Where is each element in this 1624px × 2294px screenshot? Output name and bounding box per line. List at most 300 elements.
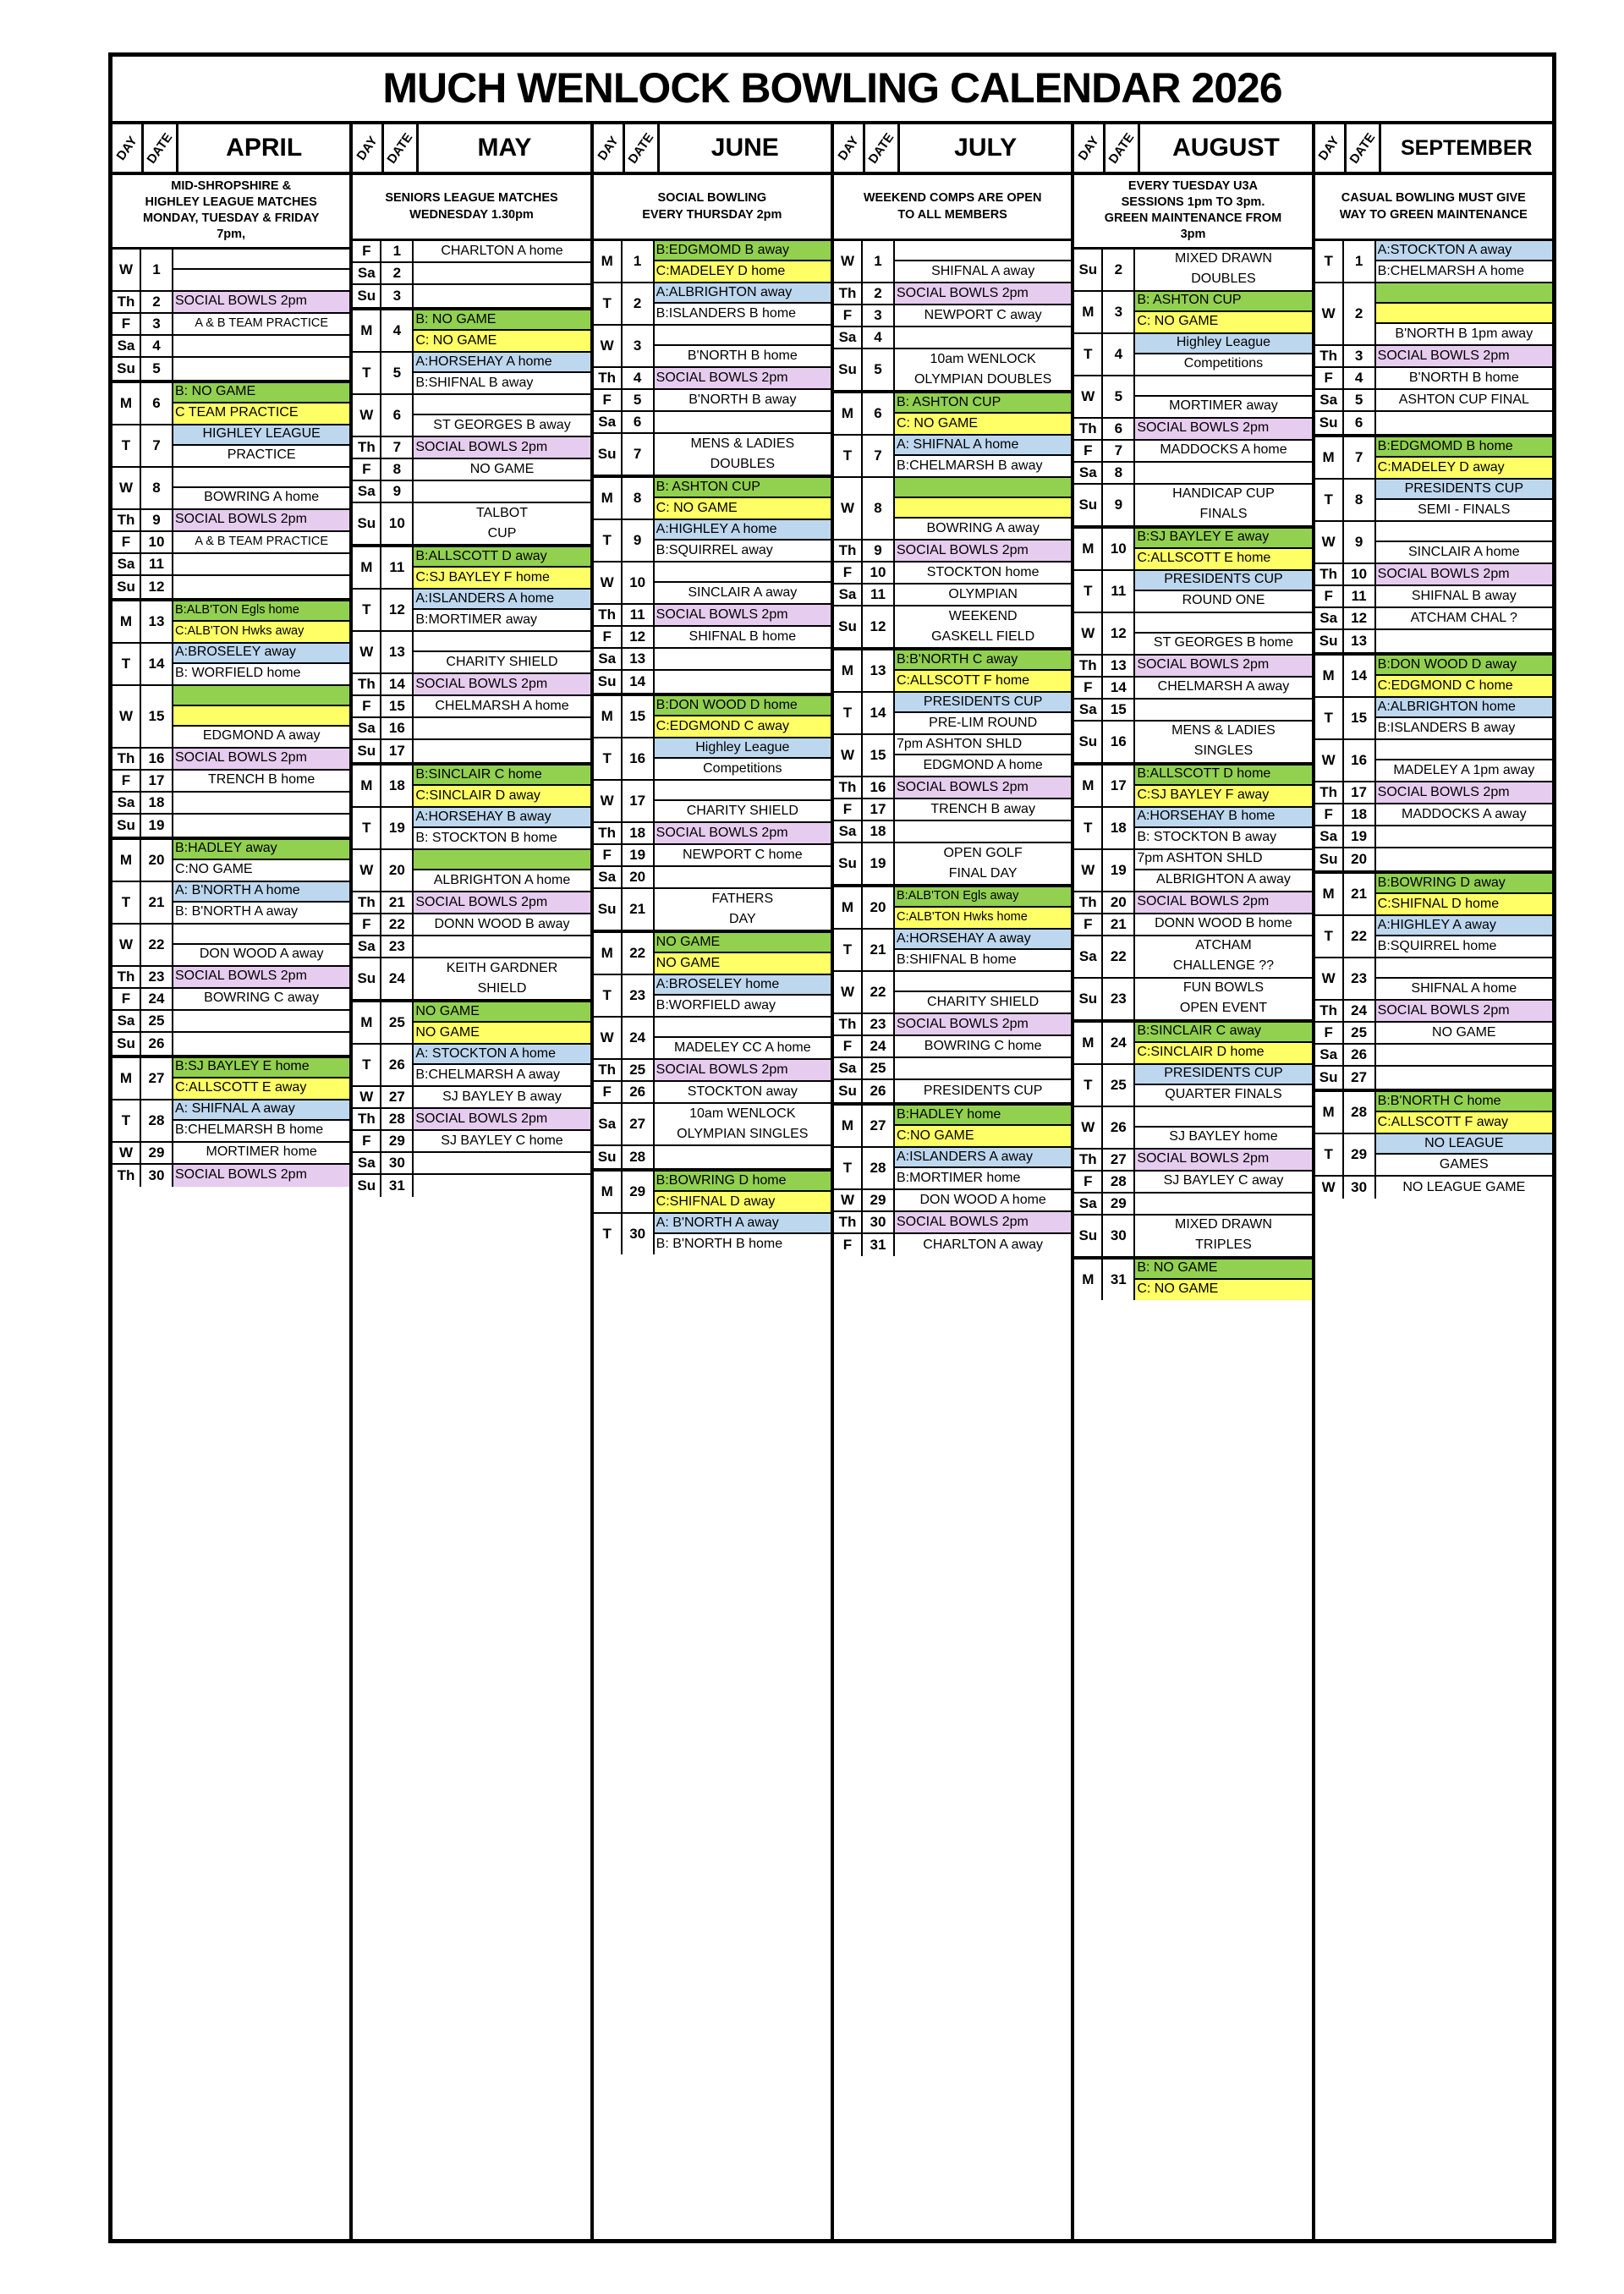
event-cell[interactable] [414, 1131, 590, 1151]
calendar-row[interactable] [112, 383, 349, 425]
calendar-row[interactable] [112, 1058, 349, 1100]
calendar-row[interactable] [353, 1002, 590, 1045]
calendar-row[interactable] [112, 1143, 349, 1165]
calendar-row[interactable] [353, 395, 590, 437]
event-cell[interactable] [414, 958, 590, 999]
calendar-row[interactable] [1074, 722, 1311, 762]
event-cell[interactable] [1135, 936, 1311, 977]
calendar-row[interactable] [112, 989, 349, 1011]
event-cell[interactable] [414, 936, 590, 957]
calendar-row[interactable] [1315, 241, 1552, 283]
calendar-row[interactable] [834, 1106, 1071, 1148]
calendar-row[interactable] [1074, 419, 1311, 441]
event-cell[interactable] [1135, 979, 1311, 1019]
event-cell[interactable] [1376, 368, 1552, 388]
event-cell[interactable] [173, 1058, 349, 1099]
calendar-row[interactable] [353, 503, 590, 544]
event-cell[interactable] [414, 395, 590, 436]
event-cell[interactable] [895, 541, 1071, 561]
event-cell[interactable] [414, 481, 590, 502]
calendar-row[interactable] [834, 1080, 1071, 1102]
event-cell[interactable] [655, 696, 831, 737]
event-cell[interactable] [895, 1234, 1071, 1256]
calendar-row[interactable] [353, 674, 590, 696]
event-cell[interactable] [414, 1153, 590, 1173]
event-cell[interactable] [414, 1087, 590, 1107]
calendar-row[interactable] [1074, 1150, 1311, 1172]
calendar-row[interactable] [353, 892, 590, 914]
event-cell[interactable] [1135, 1216, 1311, 1256]
event-cell[interactable] [655, 845, 831, 865]
calendar-row[interactable] [834, 305, 1071, 327]
calendar-row[interactable] [834, 436, 1071, 478]
event-cell[interactable] [1135, 1023, 1311, 1063]
event-cell[interactable] [895, 436, 1071, 476]
event-cell[interactable] [655, 867, 831, 887]
event-cell[interactable] [655, 1146, 831, 1168]
event-cell[interactable] [414, 241, 590, 261]
calendar-row[interactable] [594, 1214, 831, 1254]
calendar-row[interactable] [1074, 700, 1311, 722]
event-cell[interactable] [173, 336, 349, 356]
event-cell[interactable] [414, 696, 590, 716]
event-cell[interactable] [895, 777, 1071, 798]
event-cell[interactable] [173, 250, 349, 290]
calendar-row[interactable] [834, 972, 1071, 1014]
calendar-row[interactable] [112, 1011, 349, 1033]
event-cell[interactable] [895, 650, 1071, 691]
calendar-row[interactable] [353, 1045, 590, 1087]
event-cell[interactable] [1376, 958, 1552, 999]
calendar-row[interactable] [112, 425, 349, 468]
event-cell[interactable] [1135, 250, 1311, 290]
event-cell[interactable] [1376, 630, 1552, 652]
event-cell[interactable] [1376, 874, 1552, 914]
event-cell[interactable] [655, 478, 831, 519]
event-cell[interactable] [655, 738, 831, 779]
event-cell[interactable] [895, 1212, 1071, 1232]
event-cell[interactable] [1376, 782, 1552, 803]
event-cell[interactable] [1135, 376, 1311, 417]
calendar-row[interactable] [594, 605, 831, 627]
calendar-row[interactable] [1074, 1216, 1311, 1256]
event-cell[interactable] [1376, 586, 1552, 606]
event-cell[interactable] [895, 327, 1071, 348]
calendar-row[interactable] [594, 781, 831, 823]
calendar-row[interactable] [834, 650, 1071, 693]
event-cell[interactable] [895, 283, 1071, 304]
calendar-row[interactable] [594, 390, 831, 412]
calendar-row[interactable] [1315, 412, 1552, 434]
calendar-row[interactable] [1315, 656, 1552, 698]
calendar-row[interactable] [353, 241, 590, 263]
calendar-row[interactable] [834, 541, 1071, 563]
event-cell[interactable] [414, 437, 590, 458]
event-cell[interactable] [1135, 613, 1311, 654]
event-cell[interactable] [1135, 808, 1311, 848]
calendar-row[interactable] [353, 590, 590, 632]
event-cell[interactable] [895, 241, 1071, 282]
calendar-row[interactable] [112, 815, 349, 837]
event-cell[interactable] [895, 972, 1071, 1013]
event-cell[interactable] [1135, 1194, 1311, 1214]
calendar-row[interactable] [353, 353, 590, 395]
event-cell[interactable] [173, 314, 349, 334]
calendar-row[interactable] [594, 1018, 831, 1060]
calendar-row[interactable] [1074, 892, 1311, 914]
event-cell[interactable] [655, 368, 831, 388]
calendar-row[interactable] [1315, 874, 1552, 916]
calendar-row[interactable] [353, 1087, 590, 1109]
event-cell[interactable] [414, 459, 590, 480]
event-cell[interactable] [655, 889, 831, 930]
event-cell[interactable] [1376, 826, 1552, 847]
calendar-row[interactable] [594, 412, 831, 434]
calendar-row[interactable] [353, 632, 590, 674]
calendar-row[interactable] [1315, 698, 1552, 740]
event-cell[interactable] [1135, 441, 1311, 461]
calendar-row[interactable] [112, 576, 349, 598]
calendar-row[interactable] [1074, 334, 1311, 376]
event-cell[interactable] [1135, 892, 1311, 913]
calendar-row[interactable] [594, 326, 831, 368]
calendar-row[interactable] [112, 336, 349, 358]
calendar-row[interactable] [112, 468, 349, 510]
calendar-row[interactable] [1315, 564, 1552, 586]
event-cell[interactable] [895, 821, 1071, 842]
calendar-row[interactable] [353, 766, 590, 808]
calendar-row[interactable] [112, 292, 349, 314]
calendar-row[interactable] [1315, 916, 1552, 958]
event-cell[interactable] [414, 353, 590, 393]
calendar-row[interactable] [112, 771, 349, 793]
event-cell[interactable] [1135, 1260, 1311, 1300]
calendar-row[interactable] [353, 808, 590, 850]
event-cell[interactable] [173, 383, 349, 424]
event-cell[interactable] [173, 1165, 349, 1187]
calendar-row[interactable] [834, 327, 1071, 349]
event-cell[interactable] [895, 584, 1071, 605]
calendar-row[interactable] [834, 693, 1071, 735]
calendar-row[interactable] [353, 914, 590, 936]
calendar-row[interactable] [1074, 979, 1311, 1019]
calendar-row[interactable] [353, 718, 590, 740]
event-cell[interactable] [414, 850, 590, 891]
event-cell[interactable] [1135, 656, 1311, 676]
calendar-row[interactable] [1315, 958, 1552, 1001]
event-cell[interactable] [414, 1002, 590, 1043]
event-cell[interactable] [895, 393, 1071, 434]
event-cell[interactable] [1376, 1177, 1552, 1199]
event-cell[interactable] [1135, 850, 1311, 891]
calendar-row[interactable] [1074, 850, 1311, 892]
calendar-row[interactable] [353, 958, 590, 999]
calendar-row[interactable] [112, 644, 349, 686]
calendar-row[interactable] [1315, 1067, 1552, 1089]
calendar-row[interactable] [112, 250, 349, 292]
event-cell[interactable] [1376, 656, 1552, 696]
calendar-row[interactable] [353, 310, 590, 353]
event-cell[interactable] [173, 554, 349, 574]
event-cell[interactable] [1376, 848, 1552, 870]
calendar-row[interactable] [1074, 463, 1311, 485]
event-cell[interactable] [1135, 463, 1311, 483]
calendar-row[interactable] [594, 1146, 831, 1168]
event-cell[interactable] [895, 606, 1071, 647]
event-cell[interactable] [655, 1172, 831, 1212]
calendar-row[interactable] [353, 263, 590, 285]
event-cell[interactable] [414, 285, 590, 307]
event-cell[interactable] [1376, 608, 1552, 628]
calendar-row[interactable] [834, 563, 1071, 584]
event-cell[interactable] [1376, 437, 1552, 478]
calendar-row[interactable] [1315, 782, 1552, 804]
calendar-row[interactable] [594, 478, 831, 520]
event-cell[interactable] [173, 686, 349, 747]
event-cell[interactable] [655, 434, 831, 475]
calendar-row[interactable] [112, 686, 349, 749]
event-cell[interactable] [1135, 700, 1311, 720]
calendar-row[interactable] [1315, 826, 1552, 848]
calendar-row[interactable] [1074, 1023, 1311, 1065]
calendar-row[interactable] [1315, 1177, 1552, 1199]
event-cell[interactable] [1376, 740, 1552, 781]
event-cell[interactable] [655, 520, 831, 561]
calendar-row[interactable] [594, 520, 831, 563]
event-cell[interactable] [173, 815, 349, 837]
event-cell[interactable] [655, 781, 831, 821]
event-cell[interactable] [1376, 1092, 1552, 1133]
calendar-row[interactable] [1315, 1134, 1552, 1177]
event-cell[interactable] [414, 1109, 590, 1129]
event-cell[interactable] [1376, 522, 1552, 563]
calendar-row[interactable] [112, 510, 349, 532]
calendar-row[interactable] [594, 845, 831, 867]
calendar-row[interactable] [834, 843, 1071, 884]
event-cell[interactable] [414, 766, 590, 806]
event-cell[interactable] [895, 799, 1071, 820]
calendar-row[interactable] [1074, 529, 1311, 571]
calendar-row[interactable] [594, 627, 831, 649]
calendar-row[interactable] [834, 1014, 1071, 1036]
calendar-row[interactable] [353, 437, 590, 459]
event-cell[interactable] [173, 1100, 349, 1141]
event-cell[interactable] [173, 510, 349, 530]
event-cell[interactable] [173, 468, 349, 508]
calendar-row[interactable] [1074, 292, 1311, 334]
calendar-row[interactable] [1074, 250, 1311, 292]
calendar-row[interactable] [594, 696, 831, 738]
calendar-row[interactable] [353, 1153, 590, 1175]
calendar-row[interactable] [1315, 390, 1552, 412]
calendar-row[interactable] [1074, 485, 1311, 525]
calendar-row[interactable] [353, 1175, 590, 1197]
calendar-row[interactable] [834, 283, 1071, 305]
event-cell[interactable] [895, 1190, 1071, 1210]
event-cell[interactable] [173, 749, 349, 769]
event-cell[interactable] [655, 412, 831, 432]
event-cell[interactable] [414, 547, 590, 588]
calendar-row[interactable] [1074, 613, 1311, 656]
event-cell[interactable] [655, 627, 831, 647]
event-cell[interactable] [414, 310, 590, 351]
event-cell[interactable] [655, 1104, 831, 1144]
event-cell[interactable] [895, 1058, 1071, 1078]
event-cell[interactable] [895, 563, 1071, 583]
calendar-row[interactable] [834, 930, 1071, 972]
event-cell[interactable] [655, 563, 831, 603]
event-cell[interactable] [895, 1080, 1071, 1102]
event-cell[interactable] [1135, 722, 1311, 762]
event-cell[interactable] [414, 632, 590, 672]
calendar-row[interactable] [1315, 368, 1552, 390]
event-cell[interactable] [1376, 412, 1552, 434]
event-cell[interactable] [1135, 334, 1311, 375]
calendar-row[interactable] [353, 481, 590, 503]
calendar-row[interactable] [1315, 804, 1552, 826]
event-cell[interactable] [173, 425, 349, 466]
calendar-row[interactable] [834, 241, 1071, 283]
calendar-row[interactable] [1315, 1045, 1552, 1067]
event-cell[interactable] [1135, 914, 1311, 935]
event-cell[interactable] [414, 808, 590, 848]
event-cell[interactable] [655, 1018, 831, 1058]
event-cell[interactable] [1135, 1065, 1311, 1106]
calendar-row[interactable] [594, 241, 831, 283]
event-cell[interactable] [173, 967, 349, 987]
event-cell[interactable] [173, 1033, 349, 1055]
calendar-row[interactable] [594, 671, 831, 693]
calendar-row[interactable] [1074, 678, 1311, 700]
calendar-row[interactable] [112, 601, 349, 644]
event-cell[interactable] [895, 1148, 1071, 1188]
calendar-row[interactable] [353, 696, 590, 718]
calendar-row[interactable] [353, 459, 590, 481]
calendar-row[interactable] [1074, 936, 1311, 979]
calendar-row[interactable] [112, 1100, 349, 1143]
calendar-row[interactable] [1074, 571, 1311, 613]
calendar-row[interactable] [1315, 630, 1552, 652]
event-cell[interactable] [173, 925, 349, 965]
calendar-row[interactable] [112, 882, 349, 925]
calendar-row[interactable] [594, 434, 831, 475]
calendar-row[interactable] [594, 1104, 831, 1146]
event-cell[interactable] [1376, 241, 1552, 282]
event-cell[interactable] [655, 390, 831, 410]
calendar-row[interactable] [353, 1131, 590, 1153]
calendar-row[interactable] [834, 606, 1071, 647]
calendar-row[interactable] [834, 799, 1071, 821]
event-cell[interactable] [895, 887, 1071, 928]
calendar-row[interactable] [112, 314, 349, 336]
event-cell[interactable] [414, 1045, 590, 1085]
event-cell[interactable] [1135, 766, 1311, 806]
event-cell[interactable] [414, 1175, 590, 1197]
event-cell[interactable] [173, 532, 349, 552]
event-cell[interactable] [655, 283, 831, 324]
calendar-row[interactable] [834, 349, 1071, 390]
event-cell[interactable] [173, 576, 349, 598]
event-cell[interactable] [655, 975, 831, 1016]
calendar-row[interactable] [834, 478, 1071, 541]
calendar-row[interactable] [1074, 808, 1311, 850]
calendar-row[interactable] [1074, 1107, 1311, 1150]
event-cell[interactable] [1376, 804, 1552, 825]
event-cell[interactable] [173, 989, 349, 1009]
event-cell[interactable] [895, 1014, 1071, 1034]
calendar-row[interactable] [594, 975, 831, 1018]
calendar-row[interactable] [1074, 914, 1311, 936]
event-cell[interactable] [1135, 1172, 1311, 1192]
calendar-row[interactable] [594, 1082, 831, 1104]
calendar-row[interactable] [1315, 1001, 1552, 1023]
calendar-row[interactable] [112, 925, 349, 967]
calendar-row[interactable] [1315, 437, 1552, 480]
calendar-row[interactable] [1315, 1092, 1552, 1134]
event-cell[interactable] [173, 292, 349, 312]
calendar-row[interactable] [353, 285, 590, 307]
event-cell[interactable] [173, 601, 349, 642]
event-cell[interactable] [895, 1106, 1071, 1146]
calendar-row[interactable] [1074, 766, 1311, 808]
event-cell[interactable] [895, 735, 1071, 776]
event-cell[interactable] [414, 674, 590, 694]
event-cell[interactable] [414, 503, 590, 544]
calendar-row[interactable] [834, 393, 1071, 436]
calendar-row[interactable] [112, 1165, 349, 1187]
event-cell[interactable] [1135, 292, 1311, 332]
calendar-row[interactable] [353, 740, 590, 762]
event-cell[interactable] [655, 671, 831, 693]
calendar-row[interactable] [353, 547, 590, 590]
event-cell[interactable] [173, 840, 349, 881]
calendar-row[interactable] [594, 823, 831, 845]
event-cell[interactable] [414, 263, 590, 283]
calendar-row[interactable] [594, 563, 831, 605]
calendar-row[interactable] [112, 554, 349, 576]
calendar-row[interactable] [594, 738, 831, 781]
calendar-row[interactable] [1315, 740, 1552, 782]
calendar-row[interactable] [594, 1172, 831, 1214]
event-cell[interactable] [655, 605, 831, 625]
calendar-row[interactable] [1074, 376, 1311, 419]
event-cell[interactable] [1376, 283, 1552, 344]
event-cell[interactable] [895, 843, 1071, 884]
event-cell[interactable] [1376, 346, 1552, 366]
calendar-row[interactable] [594, 1060, 831, 1082]
calendar-row[interactable] [1315, 346, 1552, 368]
calendar-row[interactable] [1074, 1065, 1311, 1107]
calendar-row[interactable] [834, 584, 1071, 606]
event-cell[interactable] [1135, 529, 1311, 569]
calendar-row[interactable] [1074, 1172, 1311, 1194]
calendar-row[interactable] [834, 1036, 1071, 1058]
event-cell[interactable] [655, 933, 831, 974]
calendar-row[interactable] [353, 850, 590, 892]
event-cell[interactable] [655, 1082, 831, 1102]
calendar-row[interactable] [834, 1212, 1071, 1234]
event-cell[interactable] [1376, 1045, 1552, 1065]
calendar-row[interactable] [594, 933, 831, 975]
calendar-row[interactable] [112, 1033, 349, 1055]
calendar-row[interactable] [1315, 586, 1552, 608]
calendar-row[interactable] [1074, 1194, 1311, 1216]
event-cell[interactable] [173, 771, 349, 791]
calendar-row[interactable] [834, 777, 1071, 799]
event-cell[interactable] [895, 349, 1071, 390]
calendar-row[interactable] [594, 889, 831, 930]
calendar-row[interactable] [112, 532, 349, 554]
